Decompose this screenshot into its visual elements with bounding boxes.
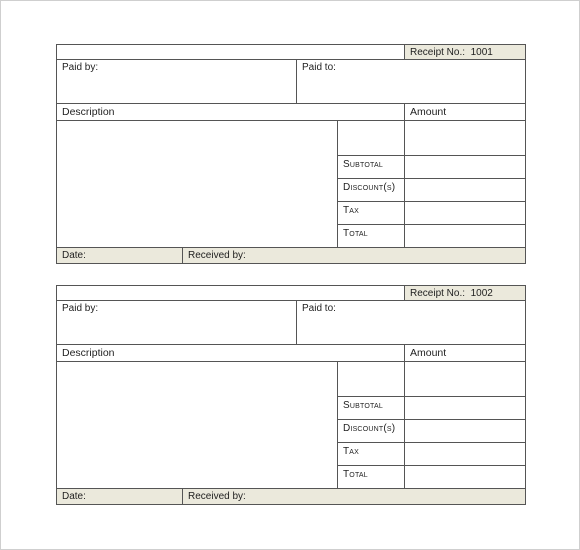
received-by-field[interactable] (183, 248, 526, 264)
date-label: Date: (62, 250, 86, 261)
discount-field[interactable] (405, 179, 526, 202)
receipt-form (56, 44, 526, 264)
description-header (57, 104, 405, 121)
total-label: Total (343, 469, 368, 480)
tax-label-cell (338, 202, 405, 225)
receipt-number-cell (405, 45, 526, 60)
tax-field[interactable] (405, 202, 526, 225)
total-field[interactable] (405, 466, 526, 489)
discount-field[interactable] (405, 420, 526, 443)
amount-header (405, 104, 526, 121)
received-by-label: Received by: (188, 491, 246, 502)
receipt-number: 1001 (470, 47, 493, 58)
tax-label-cell (338, 443, 405, 466)
date-field[interactable] (57, 489, 183, 505)
amount-header (405, 345, 526, 362)
subtotal-label: Subtotal (343, 159, 383, 170)
tax-field[interactable] (405, 443, 526, 466)
receipt-header-blank (57, 45, 405, 60)
amount-label: Amount (410, 347, 447, 359)
receipt-number-label: Receipt No.: (410, 47, 466, 58)
discount-label-cell (338, 420, 405, 443)
subtotal-label-cell (338, 156, 405, 179)
amount-field[interactable] (405, 362, 526, 397)
discount-label: Discount(s) (343, 182, 396, 193)
amount-label: Amount (410, 106, 447, 118)
paid-by-label: Paid by: (62, 62, 99, 73)
summary-blank (338, 362, 405, 397)
receipt-number-label: Receipt No.: (410, 288, 466, 299)
receipt-number: 1002 (470, 288, 493, 299)
received-by-field[interactable] (183, 489, 526, 505)
date-label: Date: (62, 491, 86, 502)
total-label-cell (338, 466, 405, 489)
received-by-label: Received by: (188, 250, 246, 261)
summary-blank (338, 121, 405, 156)
total-label: Total (343, 228, 368, 239)
paid-to-label: Paid to: (302, 303, 336, 314)
description-field[interactable] (57, 121, 338, 248)
amount-field[interactable] (405, 121, 526, 156)
total-field[interactable] (405, 225, 526, 248)
tax-label: Tax (343, 446, 360, 457)
paid-by-field[interactable] (57, 60, 297, 104)
date-field[interactable] (57, 248, 183, 264)
paid-by-label: Paid by: (62, 303, 99, 314)
paid-to-field[interactable] (297, 301, 526, 345)
description-field[interactable] (57, 362, 338, 489)
description-header (57, 345, 405, 362)
description-label: Description (62, 106, 115, 118)
subtotal-field[interactable] (405, 156, 526, 179)
description-label: Description (62, 347, 115, 359)
receipt-form (56, 285, 526, 505)
subtotal-field[interactable] (405, 397, 526, 420)
paid-to-label: Paid to: (302, 62, 336, 73)
tax-label: Tax (343, 205, 360, 216)
receipt-number-cell (405, 286, 526, 301)
discount-label-cell (338, 179, 405, 202)
discount-label: Discount(s) (343, 423, 396, 434)
receipt-header-blank (57, 286, 405, 301)
subtotal-label: Subtotal (343, 400, 383, 411)
paid-by-field[interactable] (57, 301, 297, 345)
total-label-cell (338, 225, 405, 248)
subtotal-label-cell (338, 397, 405, 420)
paid-to-field[interactable] (297, 60, 526, 104)
